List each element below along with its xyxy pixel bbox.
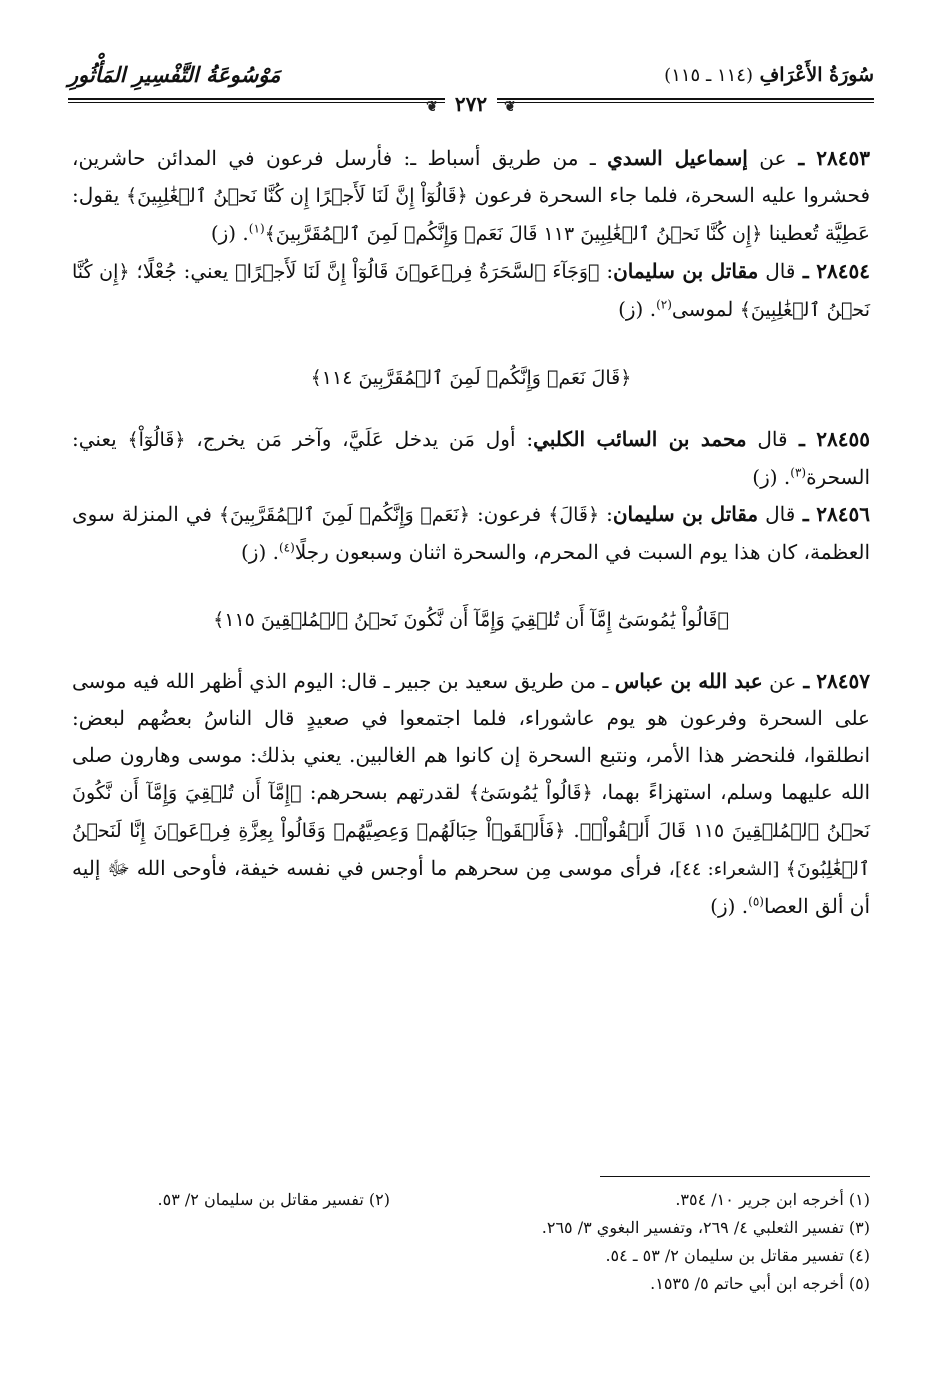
entry-text: يعني: جُعْلًا؛ xyxy=(129,259,236,283)
entry-text: قال xyxy=(758,259,796,283)
narrator-name: مقاتل بن سليمان xyxy=(613,259,759,283)
surah-title xyxy=(664,64,874,86)
entry-number: ٢٨٤٥٣ ـ xyxy=(786,146,870,170)
ornament-icon: ❦ xyxy=(426,99,438,115)
quran-quote: ﴿قَالَ﴾ xyxy=(548,504,600,526)
footnote-rule xyxy=(600,1176,870,1177)
entry-text: عن xyxy=(747,146,787,170)
entry-text: : أول مَن يدخل عَلَيَّ، وآخر مَن يخرج، xyxy=(185,427,534,451)
quran-quote: ﴿وَجَآءَ ٱلسَّحَرَةُ فِرۡعَوۡنَ قَالُوٓاْ إِنَّ لَنَا لَأَجۡرًا﴾ xyxy=(235,261,600,283)
narrator-name: مقاتل بن سليمان xyxy=(612,502,759,526)
verse-114 xyxy=(72,359,870,397)
entry-text: لموسى xyxy=(671,297,740,321)
surah-reference: [الشعراء: ٤٤] xyxy=(675,859,786,880)
ornament-icon: ❦ xyxy=(504,99,516,115)
footnote-3: (٣) تفسير الثعلبي ٤/ ٢٦٩، وتفسير البغوي ٣/ ٢٦٥. xyxy=(541,1218,870,1237)
verse-115 xyxy=(72,601,870,639)
entry-text: قال xyxy=(746,427,788,451)
verse-114-text: ﴿قَالَ نَعَمۡ وَإِنَّكُمۡ لَمِنَ ٱلۡمُقَرَّبِينَ ١١٤﴾ xyxy=(310,367,632,389)
entry-text: : xyxy=(599,259,614,283)
book-title: مَوْسُوعَةُ التَّفْسِيرِ المَأْثُورِ xyxy=(68,62,281,87)
entry-text: . xyxy=(565,818,580,842)
entry-paragraph xyxy=(72,140,870,253)
footnote-4: (٤) تفسير مقاتل بن سليمان ٢/ ٥٣ ـ ٥٤. xyxy=(605,1246,870,1265)
surah-name: سُورَةُ الأَعْرَافِ xyxy=(759,64,874,86)
entry-text: عن xyxy=(762,669,797,693)
footnote-row xyxy=(72,1186,870,1214)
narrator-name: محمد بن السائب الكلبي xyxy=(533,427,747,451)
page-number-row xyxy=(0,92,942,116)
entry-text: : xyxy=(599,502,613,526)
narrator-name: عبد الله بن عباس xyxy=(614,669,763,693)
footnote-ref: (٥) xyxy=(748,894,764,909)
quran-quote: ﴿فَأَلۡقَوۡاْ حِبَالَهُمۡ وَعِصِيَّهُمۡ وَقَالُواْ بِعِزَّةِ فِرۡعَوۡنَ إِنَّا لَنَحۡنُ ٱلۡغَٰلِبُونَ﴾ xyxy=(72,820,871,880)
entry-number: ٢٨٤٥٦ ـ xyxy=(795,502,870,526)
entry-text: . (ز) xyxy=(710,894,749,918)
running-header xyxy=(68,58,874,96)
entry-number: ٢٨٤٥٧ ـ xyxy=(796,669,871,693)
entry-text: يعني: السحرة xyxy=(72,427,870,489)
entry-text: . (ز) xyxy=(241,540,279,564)
quran-quote: ﴿إِمَّآ أَن تُلۡقِيَ وَإِمَّآ أَن نَّكُونَ نَحۡنُ ٱلۡمُلۡقِينَ ١١٥ قَالَ أَلۡقُواْۖ﴾ xyxy=(72,782,871,842)
entry-number: ٢٨٤٥٤ ـ xyxy=(795,259,870,283)
entry-text: فرعون: xyxy=(470,502,549,526)
entry-text: في المنزلة سوى العظمة، كان هذا يوم السبت في المحرم، والسحرة اثنان وسبعون رجلًا xyxy=(72,502,870,564)
footnotes xyxy=(72,1186,870,1298)
entry-paragraph xyxy=(72,663,870,925)
quran-quote: ﴿إِن كُنَّا نَحۡنُ ٱلۡغَٰلِبِينَ ١١٣ قَالَ نَعَمۡ وَإِنَّكُمۡ لَمِنَ ٱلۡمُقَرَّبِينَ﴾ xyxy=(264,223,763,245)
entry-number: ٢٨٤٥٥ ـ xyxy=(787,427,870,451)
footnote-row xyxy=(72,1214,870,1242)
footnote-2: (٢) تفسير مقاتل بن سليمان ٢/ ٥٣. xyxy=(157,1190,390,1209)
footnote-1: (١) أخرجه ابن جرير ١٠/ ٣٥٤. xyxy=(675,1190,870,1209)
quran-quote: ﴿قَالُوٓاْ﴾ xyxy=(127,429,186,451)
quran-quote: ﴿نَعَمۡ وَإِنَّكُمۡ لَمِنَ ٱلۡمُقَرَّبِينَ﴾ xyxy=(218,504,470,526)
entry-paragraph xyxy=(72,421,870,496)
entries-block-2 xyxy=(72,421,870,571)
entry-text: ، فرأى موسى مِن سحرهم ما أوجس في نفسه خيفة، فأوحى الله ﷻ إليه أن ألق العصا xyxy=(72,856,870,918)
footnote-5: (٥) أخرجه ابن أبي حاتم ٥/ ١٥٣٥. xyxy=(650,1274,870,1293)
page-number: ٢٧٢ xyxy=(445,92,497,116)
verse-115-text: ﴿قَالُواْ يَٰمُوسَىٰٓ إِمَّآ أَن تُلۡقِيَ وَإِمَّآ أَن نَّكُونَ نَحۡنُ ٱلۡمُلۡقِينَ ١١٥﴾ xyxy=(213,609,729,631)
entry-text: لقدرتهم بسحرهم: xyxy=(301,780,469,804)
entry-paragraph xyxy=(72,496,870,571)
entry-text: قال xyxy=(758,502,796,526)
entry-text: . (ز) xyxy=(752,465,791,489)
footnote-row xyxy=(72,1270,870,1298)
entry-text: . (ز) xyxy=(618,297,657,321)
main-text xyxy=(72,140,870,925)
narrator-name: إسماعيل السدي xyxy=(607,146,748,170)
footnote-ref: (١) xyxy=(248,221,265,236)
ayat-range: (١١٤ ـ ١١٥) xyxy=(664,65,753,86)
entries-block-1 xyxy=(72,140,870,329)
entry-text: ـ من طريق أسباط ـ: فأرسل فرعون في المدائن حاشرين، فحشروا عليه السحرة، فلما جاء السحرة فرعون xyxy=(72,146,870,207)
footnote-ref: (٢) xyxy=(656,297,672,312)
entry-text: . (ز) xyxy=(210,221,249,245)
footnote-row xyxy=(72,1242,870,1270)
footnote-ref: (٣) xyxy=(790,465,807,480)
entries-block-3 xyxy=(72,663,870,925)
entry-text: يقول: عَطِيَّة تُعطينا xyxy=(72,183,870,245)
footnote-ref: (٤) xyxy=(278,540,295,555)
entry-text: ـ من طريق سعيد بن جبير ـ قال: اليوم الذي أظهر الله فيه موسى على السحرة وفرعون هو يوم عاشوراء، فلما اجتمعوا في صعيدٍ قال الناسُ بعضُهم لبعض: انطلقوا، فلنحضر هذا الأمر، ونتبع السحرة إن كانوا هم الغالبين. يعني بذلك: موسى وهارون صلى الله عليهما وسلم، استهزاءً بهما، xyxy=(72,669,871,804)
quran-quote: ﴿قَالُوٓاْ إِنَّ لَنَا لَأَجۡرًا إِن كُنَّا نَحۡنُ ٱلۡغَٰلِبِينَ﴾ xyxy=(125,185,468,207)
entry-paragraph xyxy=(72,253,870,329)
quran-quote: ﴿إِن كُنَّا نَحۡنُ ٱلۡغَٰلِبِينَ﴾ xyxy=(72,261,870,321)
quran-quote: ﴿قَالُواْ يَٰمُوسَىٰٓ﴾ xyxy=(468,782,593,804)
